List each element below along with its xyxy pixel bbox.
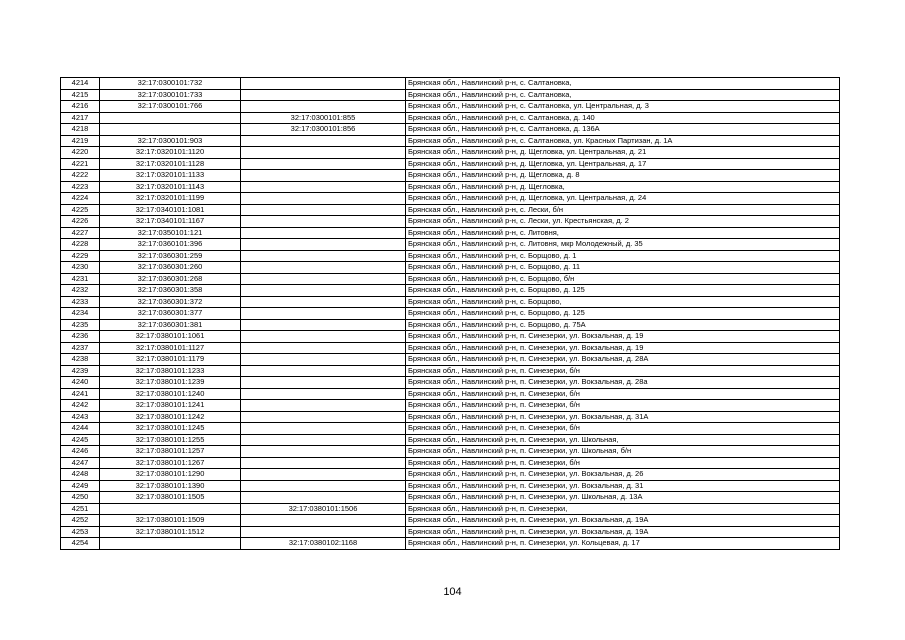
cell-cadastral-number-alt xyxy=(241,78,406,90)
cell-row-number: 4219 xyxy=(61,135,100,147)
cell-cadastral-number: 32:17:0380101:1241 xyxy=(100,400,241,412)
cell-cadastral-number xyxy=(100,112,241,124)
cell-cadastral-number: 32:17:0380101:1290 xyxy=(100,469,241,481)
cell-cadastral-number: 32:17:0300101:733 xyxy=(100,89,241,101)
cell-row-number: 4230 xyxy=(61,262,100,274)
table-row xyxy=(61,469,840,481)
cell-address: Брянская обл., Навлинский р-н, с. Борщово, д. 125 xyxy=(406,308,840,320)
cell-address: Брянская обл., Навлинский р-н, п. Синезерки, ул. Вокзальная, д. 19А xyxy=(406,526,840,538)
cell-cadastral-number-alt xyxy=(241,446,406,458)
cell-cadastral-number: 32:17:0360301:268 xyxy=(100,273,241,285)
cell-row-number: 4215 xyxy=(61,89,100,101)
cell-cadastral-number-alt xyxy=(241,193,406,205)
table-row xyxy=(61,434,840,446)
cell-row-number: 4246 xyxy=(61,446,100,458)
table-row xyxy=(61,308,840,320)
cell-row-number: 4227 xyxy=(61,227,100,239)
table-row xyxy=(61,227,840,239)
cell-cadastral-number-alt xyxy=(241,89,406,101)
cell-cadastral-number-alt xyxy=(241,147,406,159)
cell-address: Брянская обл., Навлинский р-н, с. Лески, ул. Крестьянская, д. 2 xyxy=(406,216,840,228)
cell-row-number: 4239 xyxy=(61,365,100,377)
table-row xyxy=(61,446,840,458)
cell-cadastral-number-alt xyxy=(241,296,406,308)
cell-row-number: 4250 xyxy=(61,492,100,504)
cell-cadastral-number: 32:17:0360301:381 xyxy=(100,319,241,331)
cell-cadastral-number-alt xyxy=(241,319,406,331)
table-row xyxy=(61,296,840,308)
cell-cadastral-number: 32:17:0380101:1179 xyxy=(100,354,241,366)
table-row xyxy=(61,492,840,504)
table-row xyxy=(61,124,840,136)
cell-address: Брянская обл., Навлинский р-н, п. Синезерки, б/н xyxy=(406,365,840,377)
cell-row-number: 4249 xyxy=(61,480,100,492)
table-row xyxy=(61,388,840,400)
table-row xyxy=(61,170,840,182)
cell-cadastral-number-alt xyxy=(241,377,406,389)
cell-cadastral-number-alt xyxy=(241,526,406,538)
cell-row-number: 4252 xyxy=(61,515,100,527)
cell-cadastral-number: 32:17:0380101:1509 xyxy=(100,515,241,527)
table-row xyxy=(61,216,840,228)
cell-cadastral-number: 32:17:0340101:1081 xyxy=(100,204,241,216)
cell-row-number: 4220 xyxy=(61,147,100,159)
cell-row-number: 4244 xyxy=(61,423,100,435)
cell-address: Брянская обл., Навлинский р-н, п. Синезерки, ул. Вокзальная, д. 28а xyxy=(406,377,840,389)
cell-address: Брянская обл., Навлинский р-н, п. Синезерки, ул. Вокзальная, д. 31А xyxy=(406,411,840,423)
cell-cadastral-number-alt xyxy=(241,239,406,251)
cell-cadastral-number-alt xyxy=(241,480,406,492)
table-row xyxy=(61,101,840,113)
cell-cadastral-number: 32:17:0360301:260 xyxy=(100,262,241,274)
cell-cadastral-number-alt xyxy=(241,434,406,446)
cell-cadastral-number: 32:17:0300101:903 xyxy=(100,135,241,147)
cell-row-number: 4245 xyxy=(61,434,100,446)
cell-cadastral-number-alt xyxy=(241,170,406,182)
cell-address: Брянская обл., Навлинский р-н, п. Синезерки, ул. Вокзальная, д. 31 xyxy=(406,480,840,492)
cell-cadastral-number-alt xyxy=(241,262,406,274)
cell-cadastral-number-alt xyxy=(241,250,406,262)
cell-cadastral-number-alt xyxy=(241,457,406,469)
cell-cadastral-number-alt xyxy=(241,354,406,366)
cell-address: Брянская обл., Навлинский р-н, с. Салтановка, д. 140 xyxy=(406,112,840,124)
cell-address: Брянская обл., Навлинский р-н, п. Синезерки, ул. Вокзальная, д. 19А xyxy=(406,515,840,527)
cell-cadastral-number: 32:17:0380101:1239 xyxy=(100,377,241,389)
cell-row-number: 4222 xyxy=(61,170,100,182)
cell-cadastral-number: 32:17:0360301:259 xyxy=(100,250,241,262)
cell-address: Брянская обл., Навлинский р-н, с. Борщово, xyxy=(406,296,840,308)
cell-row-number: 4254 xyxy=(61,538,100,550)
table-row xyxy=(61,239,840,251)
table-row xyxy=(61,377,840,389)
cell-cadastral-number-alt xyxy=(241,342,406,354)
cell-row-number: 4235 xyxy=(61,319,100,331)
cell-address: Брянская обл., Навлинский р-н, п. Синезерки, ул. Школьная, д. 13А xyxy=(406,492,840,504)
cell-cadastral-number: 32:17:0320101:1128 xyxy=(100,158,241,170)
cell-cadastral-number-alt: 32:17:0300101:856 xyxy=(241,124,406,136)
cell-cadastral-number: 32:17:0360301:358 xyxy=(100,285,241,297)
cell-address: Брянская обл., Навлинский р-н, с. Борщово, д. 125 xyxy=(406,285,840,297)
table-row xyxy=(61,285,840,297)
cell-address: Брянская обл., Навлинский р-н, п. Синезерки, б/н xyxy=(406,457,840,469)
table-row xyxy=(61,515,840,527)
table-row xyxy=(61,158,840,170)
table-row xyxy=(61,273,840,285)
cell-cadastral-number: 32:17:0320101:1199 xyxy=(100,193,241,205)
cell-cadastral-number: 32:17:0340101:1167 xyxy=(100,216,241,228)
cell-address: Брянская обл., Навлинский р-н, п. Синезерки, ул. Вокзальная, д. 19 xyxy=(406,342,840,354)
cell-address: Брянская обл., Навлинский р-н, п. Синезерки, ул. Школьная, б/н xyxy=(406,446,840,458)
cell-cadastral-number-alt xyxy=(241,101,406,113)
cell-cadastral-number: 32:17:0380101:1245 xyxy=(100,423,241,435)
cell-address: Брянская обл., Навлинский р-н, п. Синезерки, б/н xyxy=(406,400,840,412)
cell-cadastral-number-alt: 32:17:0380101:1506 xyxy=(241,503,406,515)
cell-cadastral-number: 32:17:0350101:121 xyxy=(100,227,241,239)
cell-row-number: 4225 xyxy=(61,204,100,216)
cell-cadastral-number: 32:17:0380101:1061 xyxy=(100,331,241,343)
cell-row-number: 4241 xyxy=(61,388,100,400)
table-row xyxy=(61,503,840,515)
cell-address: Брянская обл., Навлинский р-н, п. Синезерки, ул. Кольцевая, д. 17 xyxy=(406,538,840,550)
cell-cadastral-number-alt: 32:17:0380102:1168 xyxy=(241,538,406,550)
cell-address: Брянская обл., Навлинский р-н, с. Салтановка, xyxy=(406,78,840,90)
cell-address: Брянская обл., Навлинский р-н, с. Борщово, б/н xyxy=(406,273,840,285)
cell-cadastral-number xyxy=(100,503,241,515)
cell-cadastral-number: 32:17:0320101:1143 xyxy=(100,181,241,193)
table-row xyxy=(61,147,840,159)
cell-cadastral-number: 32:17:0300101:732 xyxy=(100,78,241,90)
cell-cadastral-number-alt xyxy=(241,411,406,423)
cell-cadastral-number xyxy=(100,538,241,550)
cell-address: Брянская обл., Навлинский р-н, д. Щегловка, xyxy=(406,181,840,193)
cell-cadastral-number: 32:17:0320101:1133 xyxy=(100,170,241,182)
cell-row-number: 4232 xyxy=(61,285,100,297)
cell-cadastral-number-alt xyxy=(241,331,406,343)
cell-row-number: 4236 xyxy=(61,331,100,343)
table-row xyxy=(61,89,840,101)
cell-cadastral-number-alt xyxy=(241,400,406,412)
cell-cadastral-number-alt xyxy=(241,158,406,170)
cell-cadastral-number: 32:17:0380101:1257 xyxy=(100,446,241,458)
cell-address: Брянская обл., Навлинский р-н, с. Борщово, д. 75А xyxy=(406,319,840,331)
cell-cadastral-number-alt xyxy=(241,285,406,297)
cell-address: Брянская обл., Навлинский р-н, с. Борщово, д. 11 xyxy=(406,262,840,274)
cell-cadastral-number: 32:17:0300101:766 xyxy=(100,101,241,113)
cell-cadastral-number: 32:17:0380101:1233 xyxy=(100,365,241,377)
table-row xyxy=(61,526,840,538)
cell-row-number: 4229 xyxy=(61,250,100,262)
document-sheet xyxy=(60,77,840,550)
table-row xyxy=(61,262,840,274)
cell-cadastral-number-alt xyxy=(241,423,406,435)
cell-cadastral-number-alt xyxy=(241,388,406,400)
cell-cadastral-number: 32:17:0380101:1505 xyxy=(100,492,241,504)
cell-cadastral-number: 32:17:0380101:1240 xyxy=(100,388,241,400)
table-row xyxy=(61,342,840,354)
table-row xyxy=(61,193,840,205)
cell-cadastral-number: 32:17:0380101:1242 xyxy=(100,411,241,423)
cell-address: Брянская обл., Навлинский р-н, с. Салтановка, ул. Красных Партизан, д. 1А xyxy=(406,135,840,147)
cell-address: Брянская обл., Навлинский р-н, с. Салтановка, xyxy=(406,89,840,101)
table-row xyxy=(61,538,840,550)
table-row xyxy=(61,365,840,377)
cell-cadastral-number: 32:17:0380101:1390 xyxy=(100,480,241,492)
cell-cadastral-number xyxy=(100,124,241,136)
cell-row-number: 4248 xyxy=(61,469,100,481)
cell-cadastral-number-alt xyxy=(241,492,406,504)
table-row xyxy=(61,457,840,469)
cell-row-number: 4224 xyxy=(61,193,100,205)
cell-row-number: 4242 xyxy=(61,400,100,412)
cell-cadastral-number: 32:17:0320101:1120 xyxy=(100,147,241,159)
table-row xyxy=(61,78,840,90)
cell-address: Брянская обл., Навлинский р-н, д. Щегловка, ул. Центральная, д. 21 xyxy=(406,147,840,159)
table-row xyxy=(61,400,840,412)
cell-row-number: 4253 xyxy=(61,526,100,538)
cell-cadastral-number: 32:17:0380101:1255 xyxy=(100,434,241,446)
cell-cadastral-number-alt xyxy=(241,308,406,320)
table-row xyxy=(61,411,840,423)
cell-cadastral-number: 32:17:0380101:1512 xyxy=(100,526,241,538)
cell-row-number: 4223 xyxy=(61,181,100,193)
table-row xyxy=(61,480,840,492)
cell-row-number: 4221 xyxy=(61,158,100,170)
cell-cadastral-number-alt xyxy=(241,181,406,193)
cell-row-number: 4247 xyxy=(61,457,100,469)
table-row xyxy=(61,135,840,147)
cell-address: Брянская обл., Навлинский р-н, д. Щегловка, ул. Центральная, д. 24 xyxy=(406,193,840,205)
cell-address: Брянская обл., Навлинский р-н, п. Синезерки, ул. Вокзальная, д. 19 xyxy=(406,331,840,343)
cell-address: Брянская обл., Навлинский р-н, д. Щегловка, ул. Центральная, д. 17 xyxy=(406,158,840,170)
cell-cadastral-number: 32:17:0360101:396 xyxy=(100,239,241,251)
table-row xyxy=(61,181,840,193)
table-row xyxy=(61,204,840,216)
cell-address: Брянская обл., Навлинский р-н, с. Литовня, мкр Молодежный, д. 35 xyxy=(406,239,840,251)
cell-address: Брянская обл., Навлинский р-н, п. Синезерки, ул. Вокзальная, д. 26 xyxy=(406,469,840,481)
cell-cadastral-number-alt xyxy=(241,469,406,481)
cell-address: Брянская обл., Навлинский р-н, с. Лески, б/н xyxy=(406,204,840,216)
cell-row-number: 4237 xyxy=(61,342,100,354)
table-row xyxy=(61,354,840,366)
cell-row-number: 4228 xyxy=(61,239,100,251)
cell-row-number: 4243 xyxy=(61,411,100,423)
cell-row-number: 4217 xyxy=(61,112,100,124)
cell-address: Брянская обл., Навлинский р-н, с. Салтановка, ул. Центральная, д. 3 xyxy=(406,101,840,113)
cell-cadastral-number-alt xyxy=(241,135,406,147)
table-body xyxy=(61,78,840,550)
cell-address: Брянская обл., Навлинский р-н, п. Синезерки, ул. Вокзальная, д. 28А xyxy=(406,354,840,366)
cell-cadastral-number: 32:17:0380101:1267 xyxy=(100,457,241,469)
cell-cadastral-number-alt: 32:17:0300101:855 xyxy=(241,112,406,124)
page-number: 104 xyxy=(443,586,462,598)
property-table xyxy=(60,77,840,550)
cell-cadastral-number: 32:17:0360301:377 xyxy=(100,308,241,320)
cell-address: Брянская обл., Навлинский р-н, п. Синезерки, б/н xyxy=(406,388,840,400)
table-row xyxy=(61,331,840,343)
cell-cadastral-number-alt xyxy=(241,365,406,377)
cell-address: Брянская обл., Навлинский р-н, п. Синезерки, ул. Школьная, xyxy=(406,434,840,446)
cell-row-number: 4231 xyxy=(61,273,100,285)
cell-address: Брянская обл., Навлинский р-н, с. Борщово, д. 1 xyxy=(406,250,840,262)
cell-cadastral-number: 32:17:0360301:372 xyxy=(100,296,241,308)
cell-row-number: 4216 xyxy=(61,101,100,113)
cell-address: Брянская обл., Навлинский р-н, д. Щегловка, д. 8 xyxy=(406,170,840,182)
cell-cadastral-number-alt xyxy=(241,204,406,216)
cell-row-number: 4214 xyxy=(61,78,100,90)
table-row xyxy=(61,319,840,331)
cell-cadastral-number-alt xyxy=(241,227,406,239)
cell-row-number: 4240 xyxy=(61,377,100,389)
cell-row-number: 4251 xyxy=(61,503,100,515)
cell-row-number: 4218 xyxy=(61,124,100,136)
cell-row-number: 4238 xyxy=(61,354,100,366)
cell-row-number: 4233 xyxy=(61,296,100,308)
cell-row-number: 4234 xyxy=(61,308,100,320)
cell-cadastral-number-alt xyxy=(241,515,406,527)
cell-address: Брянская обл., Навлинский р-н, п. Синезерки, б/н xyxy=(406,423,840,435)
cell-address: Брянская обл., Навлинский р-н, с. Литовня, xyxy=(406,227,840,239)
table-row xyxy=(61,250,840,262)
table-row xyxy=(61,112,840,124)
cell-cadastral-number-alt xyxy=(241,216,406,228)
table-row xyxy=(61,423,840,435)
cell-address: Брянская обл., Навлинский р-н, с. Салтановка, д. 136А xyxy=(406,124,840,136)
cell-address: Брянская обл., Навлинский р-н, п. Синезерки, xyxy=(406,503,840,515)
cell-row-number: 4226 xyxy=(61,216,100,228)
cell-cadastral-number-alt xyxy=(241,273,406,285)
cell-cadastral-number: 32:17:0380101:1127 xyxy=(100,342,241,354)
